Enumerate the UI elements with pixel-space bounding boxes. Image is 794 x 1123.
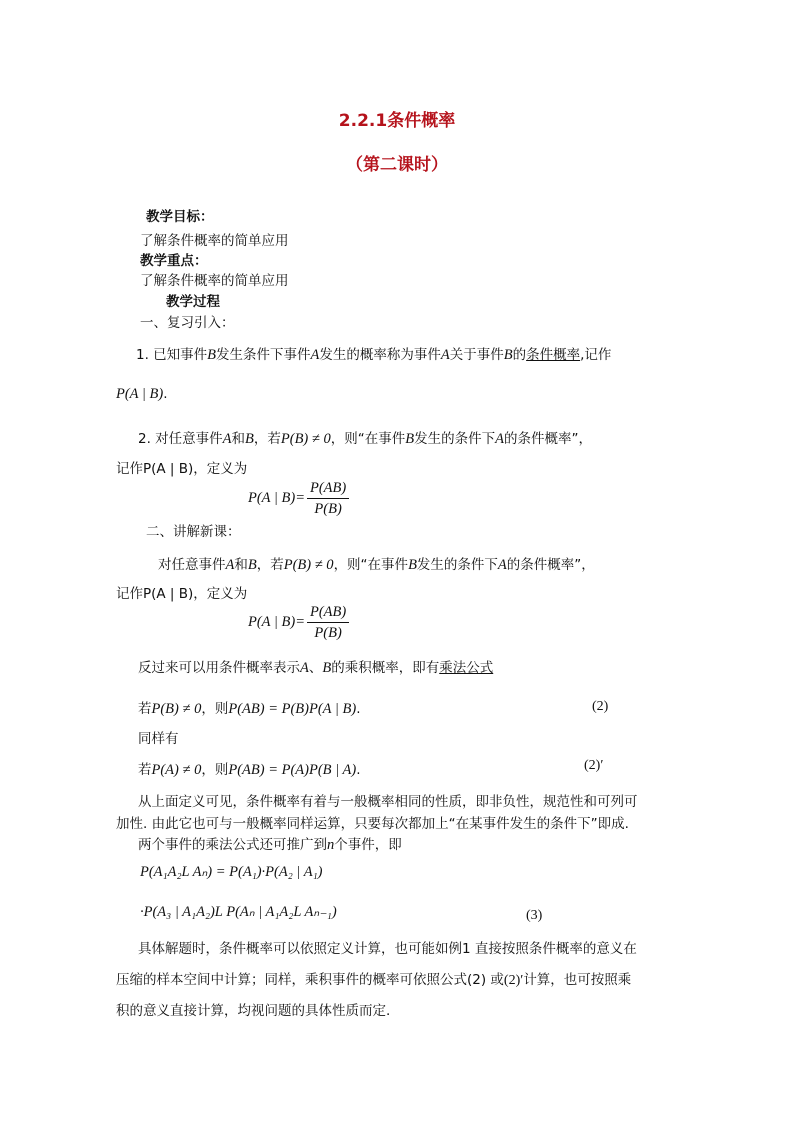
new-lesson-p3-line2: 加性. 由此它也可与一般概率同样运算，只要每次都加上“在某事件发生的条件下”即成.: [116, 816, 629, 832]
new-lesson-p1-line2: 记作P(A | B)，定义为: [116, 586, 248, 602]
equation-3-tag: (3): [526, 908, 543, 923]
review-item-2: 2. 对任意事件A和B，若P(B) ≠ 0，则“在事件B发生的条件下A的条件概率”，: [138, 431, 592, 447]
review-item-1: 1. 已知事件B发生条件下事件A发生的概率称为事件A关于事件B的条件概率,记作: [136, 347, 612, 363]
review-definition-formula: P(A | B)= $\frac{P(AB)}{P(B)}$: [248, 479, 349, 518]
review-heading: 一、复习引入：: [140, 315, 235, 331]
objectives-label: 教学目标：: [146, 209, 214, 225]
new-lesson-p5-line3: 积的意义直接计算，均视问题的具体性质而定.: [116, 1003, 391, 1019]
page-title: 2.2.1条件概率: [338, 111, 456, 131]
new-lesson-p2: 反过来可以用条件概率表示A、B的乘积概率，即有乘法公式: [138, 660, 494, 676]
new-lesson-definition-formula: P(A | B)= $\frac{P(AB)}{P(B)}$: [248, 603, 349, 642]
equation-2-tag: (2): [592, 699, 609, 714]
equation-3-line1: P(A₁A₂L Aₙ) = P(A₁)·P(A₂ | A₁): [140, 864, 323, 880]
equation-2: 若P(B) ≠ 0，则P(AB) = P(B)P(A | B).: [138, 701, 361, 717]
review-item-2-line2: 记作P(A | B)，定义为: [116, 461, 248, 477]
objectives-text: 了解条件概率的简单应用: [140, 233, 289, 249]
term-multiplication-formula: 乘法公式: [439, 660, 494, 676]
new-lesson-heading: 二、讲解新课：: [146, 524, 241, 540]
equation-2-prime-tag: (2)′: [584, 758, 604, 773]
new-lesson-p5-line1: 具体解题时，条件概率可以依照定义计算，也可能如例1 直接按照条件概率的意义在: [138, 941, 637, 957]
new-lesson-p1: 对任意事件A和B，若P(B) ≠ 0，则“在事件B发生的条件下A的条件概率”，: [158, 557, 595, 573]
new-lesson-p4: 两个事件的乘法公式还可推广到n个事件，即: [138, 837, 402, 853]
key-points-text: 了解条件概率的简单应用: [140, 273, 289, 289]
review-item-1-formula: P(A | B).: [116, 386, 168, 402]
same-text: 同样有: [138, 731, 179, 747]
new-lesson-p3-line1: 从上面定义可见，条件概率有着与一般概率相同的性质，即非负性，规范性和可列可: [138, 794, 638, 810]
equation-2-prime: 若P(A) ≠ 0，则P(AB) = P(A)P(B | A).: [138, 762, 361, 778]
equation-3-line2: ·P(A₃ | A₁A₂)L P(Aₙ | A₁A₂L Aₙ₋₁): [140, 904, 337, 920]
key-points-label: 教学重点：: [140, 253, 208, 269]
term-conditional-probability: 条件概率: [526, 347, 581, 363]
process-label: 教学过程: [166, 294, 220, 310]
new-lesson-p5-line2: 压缩的样本空间中计算；同样，乘积事件的概率可依照公式(2) 或(2)′计算，也可按照乘: [116, 972, 632, 988]
page-subtitle: （第二课时）: [346, 155, 448, 175]
